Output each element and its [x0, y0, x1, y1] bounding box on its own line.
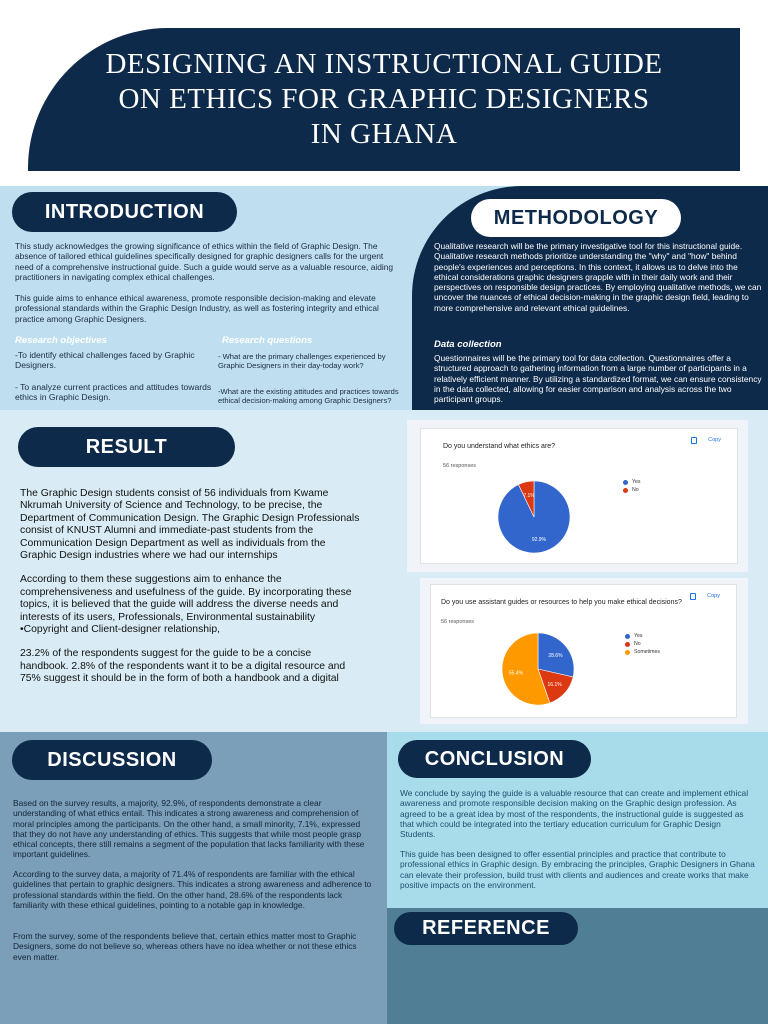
legend-label: Yes — [632, 479, 641, 485]
pie-data-label: 16.1% — [547, 681, 562, 688]
chart-card-1 — [420, 428, 738, 564]
chart-1-legend — [623, 479, 640, 495]
conclusion-heading: CONCLUSION — [398, 740, 591, 778]
result-paragraph-1: The Graphic Design students consist of 56 individuals from Kwame Nkrumah University of Science and Technology, to be precise, the Department of Communication Design. The Graphic Design Professionals consist of KNUST Alumni and immediate-past students from the Communication Design Department as well as individuals from the Graphic Design industries where we had our internships — [20, 488, 360, 562]
reference-heading: REFERENCE — [394, 912, 578, 945]
poster-title: DESIGNING AN INSTRUCTIONAL GUIDE ON ETHICS FOR GRAPHIC DESIGNERS IN GHANA — [105, 48, 663, 150]
introduction-paragraph-2: This guide aims to enhance ethical awareness, promote responsible decision-making and elevate professional standards within the Graphic Design Industry, as well as fostering integrity and ethical practice among Graphic Designers. — [15, 293, 379, 324]
legend-item-yes — [623, 479, 640, 485]
result-text — [20, 488, 360, 698]
objective-1: -To identify ethical challenges faced by Graphic Designers. — [15, 350, 195, 371]
chart-card-2 — [430, 584, 737, 718]
question-1: - What are the primary challenges experienced by Graphic Designers in their day-today work? — [218, 352, 386, 370]
introduction-paragraph-1: This study acknowledges the growing significance of ethics within the field of Graphic Design. The absence of tailored ethical guidelines specifically designed for graphic designers calls for the urgent need of a comprehensive instructional guide. Such a guide would serve as a valuable resource, aiding practitioners in navigating complex ethical challenges. — [15, 241, 394, 282]
title-banner — [28, 28, 740, 171]
chart-1-response-count: 56 responses — [443, 463, 477, 469]
legend-label: Yes — [634, 633, 643, 639]
legend-swatch — [625, 642, 630, 647]
question-2: -What are the existing attitudes and practices towards ethical decision-making among Graphic Designers? — [218, 387, 399, 405]
legend-label: No — [634, 641, 641, 647]
chart-1-pie — [489, 479, 579, 555]
result-paragraph-2: According to them these suggestions aim to enhance the comprehensiveness and usefulness of the guide. By incorporating these topics, it is believed that the guide will address the diverse needs and interests of its users, Professionals, Environmental sustainability •Copyright and Client-designer relationship, — [20, 574, 352, 636]
copy-icon[interactable] — [691, 437, 697, 444]
discussion-paragraph-1: Based on the survey results, a majority, 92.9%, of respondents demonstrate a clear understanding of what ethics entail. This indicates a strong awareness and comprehension of moral principles among the participants. On the other hand, a small minority, 7.1%, expressed that they do not have any understanding of ethics. This suggests that while most people grasp ethical concepts, there still remains a segment of the population that lacks familiarity with these important guidelines. — [13, 798, 365, 860]
legend-item-no — [623, 487, 640, 493]
legend-item-no — [625, 641, 660, 647]
research-questions-heading: Research questions — [222, 335, 313, 346]
result-heading: RESULT — [18, 427, 235, 467]
conclusion-paragraph-2: This guide has been designed to offer essential principles and practice that contribute to professional ethics in Graphic design. By embracing the principles, Graphic Designers in Ghana can elevate their profession, build trust with clients and audiences and create works that make positive impacts on the environment. — [400, 849, 755, 890]
chart-2-response-count: 56 responses — [441, 619, 475, 625]
legend-swatch — [625, 650, 630, 655]
data-collection-heading: Data collection — [434, 339, 502, 350]
methodology-paragraph-2: Questionnaires will be the primary tool for data collection. Questionnaires offer a structured approach to gathering information from a large number of participants in a relatively efficient manner. By utilizing a standardized format, we can ensure consistency in the data collected, allowing for easier comparison and analysis across the two participant groups. — [434, 353, 762, 405]
legend-swatch — [625, 634, 630, 639]
research-objectives-heading: Research objectives — [15, 335, 107, 346]
chart-1-title: Do you understand what ethics are? — [443, 443, 556, 450]
copy-button[interactable]: Copy — [707, 593, 720, 599]
discussion-paragraph-3: From the survey, some of the respondents believe that, certain ethics matter most to Graphic Designers, some do not believe so, whereas others have no idea whether or not these ethics even matter. — [13, 931, 357, 962]
pie-data-label: 7.1% — [523, 493, 535, 500]
methodology-heading: METHODOLOGY — [471, 199, 681, 237]
result-paragraph-3: 23.2% of the respondents suggest for the guide to be a concise handbook. 2.8% of the respondents want it to be a digital resource and 75% suggest it should be in the form of both a handbook and a digital — [20, 648, 346, 685]
legend-item-yes — [625, 633, 660, 639]
objective-2: - To analyze current practices and attitudes towards ethics in Graphic Design. — [15, 382, 212, 403]
chart-2-pie — [493, 631, 583, 707]
copy-button[interactable]: Copy — [708, 437, 721, 443]
discussion-heading: DISCUSSION — [12, 740, 212, 780]
legend-label: Sometimes — [634, 649, 660, 655]
pie-data-label: 28.6% — [548, 653, 563, 660]
legend-item-sometimes — [625, 649, 660, 655]
copy-icon[interactable] — [690, 593, 696, 600]
discussion-paragraph-2: According to the survey data, a majority of 71.4% of respondents are familiar with the ethical guidelines that pertain to graphic designers. This indicates a strong awareness and adherence to professional standards within the field. On the other hand, 28.6% of the respondents lack familiarity with these ethical guidelines, pointing to a notable gap in knowledge. — [13, 869, 372, 910]
conclusion-paragraph-1: We conclude by saying the guide is a valuable resource that can create and implement ethical awareness and promote responsible decision making on the Graphic design profession. As agreed to be a great idea by most of the respondents, the instructional guide is suggested as that which could be integrated into the tertiary education curriculum for Graphic Design Students. — [400, 788, 749, 840]
legend-swatch — [623, 480, 628, 485]
pie-data-label: 55.4% — [508, 670, 524, 677]
legend-swatch — [623, 488, 628, 493]
pie-data-label: 92.9% — [531, 536, 547, 543]
chart-2-title: Do you use assistant guides or resources to help you make ethical decisions? — [441, 599, 682, 606]
chart-2-legend — [625, 633, 660, 657]
methodology-paragraph-1: Qualitative research will be the primary investigative tool for this instructional guide. Qualitative research methods prioritize understanding the "why" and "how" behind people's experiences and perceptions. In this context, it allows us to delve into the ethical considerations graphic designers grapple with in their daily work and their perspectives on responsible design practices. By employing qualitative methods, we can uncover the nuances of ethical decision-making in the graphic design field, leading to more comprehensive and relevant ethical guidelines. — [434, 241, 762, 313]
legend-label: No — [632, 487, 639, 493]
introduction-heading: INTRODUCTION — [12, 192, 237, 232]
